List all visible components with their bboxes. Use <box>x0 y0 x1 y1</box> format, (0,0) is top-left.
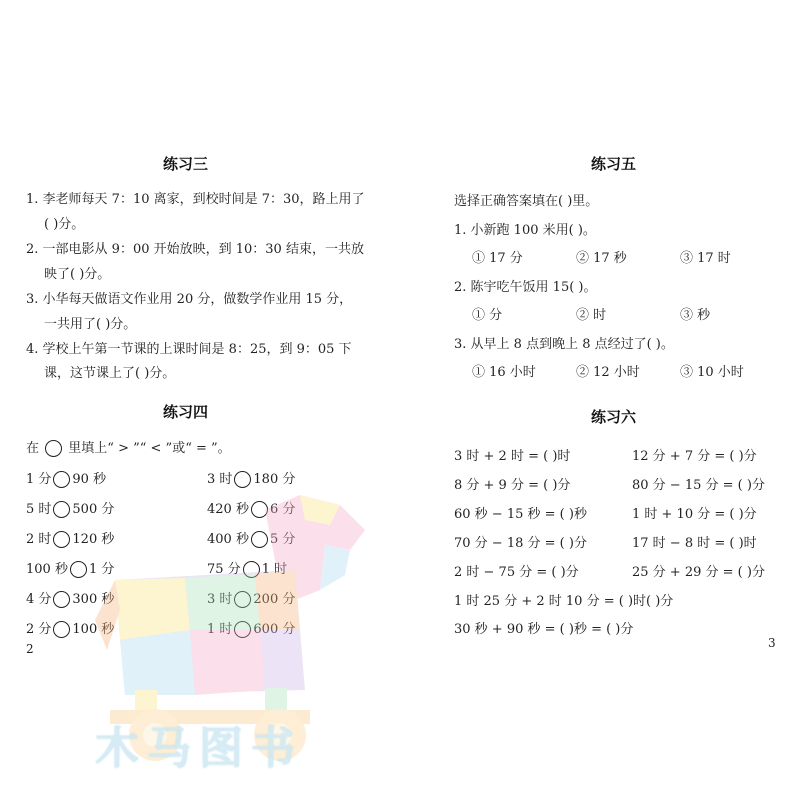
ex4-row-1-left <box>26 471 106 489</box>
ex4-value: 75 分 <box>207 562 241 577</box>
answer-circle[interactable] <box>243 561 260 578</box>
ex4-value: 5 时 <box>26 502 52 517</box>
ex4-instruction-pre: 在 <box>26 441 40 456</box>
ex4-row-5-right <box>207 591 295 609</box>
ex4-value: 120 秒 <box>72 532 115 547</box>
ex4-row-6-right <box>207 621 295 639</box>
answer-circle[interactable] <box>53 531 70 548</box>
ex4-value: 3 时 <box>207 472 233 487</box>
ex3-line-6: 一共用了( )分。 <box>44 317 137 332</box>
ex4-value: 2 分 <box>26 622 52 637</box>
ex5-q2-option-3[interactable]: ③ 秒 <box>680 308 711 323</box>
ex4-instruction <box>26 440 231 458</box>
ex4-value: 400 秒 <box>207 532 249 547</box>
ex4-value: 90 秒 <box>72 472 107 487</box>
ex6-eq-4a: 70 分 − 18 分 = ( )分 <box>454 536 587 551</box>
ex6-eq-4b: 17 时 − 8 时 = ( )时 <box>632 536 757 551</box>
ex4-value: 6 分 <box>269 502 296 517</box>
ex4-value: 1 分 <box>88 562 115 577</box>
ex3-line-3: 2. 一部电影从 9：00 开始放映，到 10：30 结束，一共放 <box>26 242 364 257</box>
ex5-q3-option-2[interactable]: ② 12 小时 <box>576 365 640 380</box>
ex4-value: 180 分 <box>253 472 296 487</box>
ex4-value: 100 秒 <box>72 622 115 637</box>
ex5-q2-option-2[interactable]: ② 时 <box>576 308 607 323</box>
ex3-line-7: 4. 学校上午第一节课的上课时间是 8：25，到 9：05 下 <box>26 342 352 357</box>
answer-circle[interactable] <box>251 531 268 548</box>
right-page <box>400 0 800 800</box>
ex4-value: 1 分 <box>26 472 52 487</box>
answer-circle[interactable] <box>53 591 70 608</box>
exercise-4-title: 练习四 <box>163 403 209 421</box>
ex4-row-2-right <box>207 501 295 519</box>
ex5-q3-option-3[interactable]: ③ 10 小时 <box>680 365 744 380</box>
ex5-question-2: 2. 陈宇吃午饭用 15( )。 <box>454 280 597 295</box>
ex3-line-4: 映了( )分。 <box>44 267 111 282</box>
ex6-eq-5b: 25 分 + 29 分 = ( )分 <box>632 565 765 580</box>
ex6-eq-7: 30 秒 + 90 秒 = ( )秒 = ( )分 <box>454 622 634 637</box>
exercise-5-title: 练习五 <box>591 155 637 173</box>
answer-circle[interactable] <box>53 621 70 638</box>
ex5-q3-option-1[interactable]: ① 16 小时 <box>472 365 536 380</box>
ex4-row-1-right <box>207 471 295 489</box>
ex4-value: 420 秒 <box>207 502 249 517</box>
ex6-eq-3b: 1 时 + 10 分 = ( )分 <box>632 507 757 522</box>
ex5-question-3: 3. 从早上 8 点到晚上 8 点经过了( )。 <box>454 337 674 352</box>
ex5-instruction: 选择正确答案填在( )里。 <box>454 194 599 209</box>
ex4-value: 3 时 <box>207 592 233 607</box>
answer-circle[interactable] <box>234 591 251 608</box>
ex5-q2-option-1[interactable]: ① 分 <box>472 308 503 323</box>
answer-circle[interactable] <box>234 471 251 488</box>
ex6-eq-2b: 80 分 − 15 分 = ( )分 <box>632 478 765 493</box>
answer-circle[interactable] <box>53 501 70 518</box>
ex6-eq-5a: 2 时 − 75 分 = ( )分 <box>454 565 579 580</box>
answer-circle-icon <box>45 440 62 457</box>
ex5-q1-option-3[interactable]: ③ 17 时 <box>680 251 731 266</box>
ex6-eq-6: 1 时 25 分 + 2 时 10 分 = ( )时( )分 <box>454 594 674 609</box>
ex6-eq-1a: 3 时 + 2 时 = ( )时 <box>454 449 571 464</box>
watermark-text: 木马图书 <box>95 723 303 774</box>
ex4-row-6-left <box>26 621 114 639</box>
ex4-value: 1 时 <box>261 562 288 577</box>
ex5-q1-option-2[interactable]: ② 17 秒 <box>576 251 627 266</box>
ex3-line-2: ( )分。 <box>44 217 85 232</box>
ex4-row-3-right <box>207 531 295 549</box>
ex4-value: 2 时 <box>26 532 52 547</box>
ex4-value: 200 分 <box>253 592 296 607</box>
ex4-value: 4 分 <box>26 592 52 607</box>
answer-circle[interactable] <box>53 471 70 488</box>
ex4-value: 1 时 <box>207 622 233 637</box>
ex6-eq-1b: 12 分 + 7 分 = ( )分 <box>632 449 757 464</box>
ex4-value: 300 秒 <box>72 592 115 607</box>
ex4-row-4-left <box>26 561 114 579</box>
ex6-eq-2a: 8 分 + 9 分 = ( )分 <box>454 478 571 493</box>
ex4-instruction-post: 里填上“ > ”“ < ”或“ = ”。 <box>68 441 231 456</box>
ex4-row-2-left <box>26 501 114 519</box>
ex4-row-3-left <box>26 531 114 549</box>
exercise-6-title: 练习六 <box>591 408 637 426</box>
ex3-line-5: 3. 小华每天做语文作业用 20 分，做数学作业用 15 分， <box>26 292 353 307</box>
ex4-value: 5 分 <box>269 532 296 547</box>
exercise-3-title: 练习三 <box>163 155 209 173</box>
ex4-value: 600 分 <box>253 622 296 637</box>
ex5-question-1: 1. 小新跑 100 米用( )。 <box>454 223 596 238</box>
ex4-row-4-right <box>207 561 287 579</box>
ex3-line-8: 课，这节课上了( )分。 <box>44 366 176 381</box>
ex4-value: 500 分 <box>72 502 115 517</box>
answer-circle[interactable] <box>251 501 268 518</box>
ex4-value: 100 秒 <box>26 562 68 577</box>
page-number-right: 3 <box>768 636 776 650</box>
ex3-line-1: 1. 李老师每天 7：10 离家，到校时间是 7：30，路上用了 <box>26 192 365 207</box>
ex4-row-5-left <box>26 591 114 609</box>
page-number-left: 2 <box>26 642 34 656</box>
answer-circle[interactable] <box>234 621 251 638</box>
answer-circle[interactable] <box>70 561 87 578</box>
ex5-q1-option-1[interactable]: ① 17 分 <box>472 251 523 266</box>
ex6-eq-3a: 60 秒 − 15 秒 = ( )秒 <box>454 507 587 522</box>
